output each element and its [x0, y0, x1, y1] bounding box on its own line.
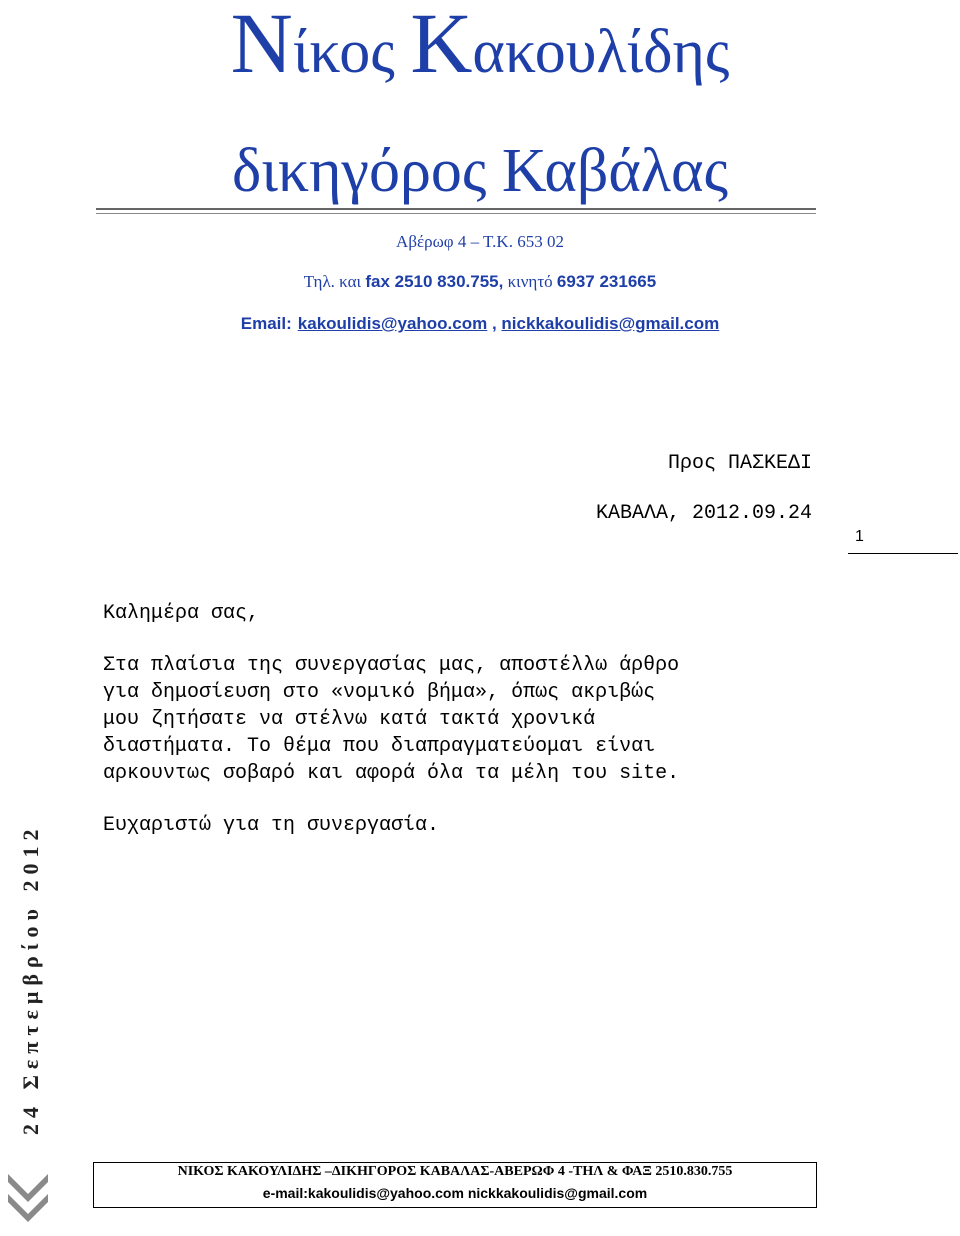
side-date: 24 Σεπτεμβρίου 2012	[18, 823, 43, 1135]
body-paragraph	[103, 652, 813, 787]
page-number: 1	[855, 528, 864, 545]
footer-line-2: e-mail:kakoulidis@yahoo.com nickkakoulidis@gmail.com	[262, 1185, 648, 1201]
letterhead-name	[0, 0, 960, 95]
email-link-gmail[interactable]: nickkakoulidis@gmail.com	[501, 314, 720, 333]
surname-initial: Κ	[410, 0, 473, 91]
email-link-yahoo[interactable]: kakoulidis@yahoo.com	[297, 314, 488, 333]
surname-part: ακουλίδης	[472, 18, 730, 86]
name-part: ίκος	[292, 18, 411, 86]
header-divider-thin	[96, 213, 816, 214]
body-line: Στα πλαίσια της συνεργασίας μας, αποστέλλω άρθρο	[103, 654, 680, 677]
recipient: Προς ΠΑΣΚΕΔΙ	[667, 452, 812, 475]
mobile-number: 6937 231665	[556, 272, 657, 291]
mobile-label: κινητό	[503, 272, 557, 291]
email-separator: ,	[487, 314, 502, 333]
address-line: Αβέρωφ 4 – Τ.Κ. 653 02	[396, 232, 564, 251]
footer-line-1: ΝΙΚΟΣ ΚΑΚΟΥΛΙΔΗΣ –ΔΙΚΗΓΟΡΟΣ ΚΑΒΑΛΑΣ-ΑΒΕΡΩΦ 4 -ΤΗΛ & ΦΑΞ 2510.830.755	[177, 1164, 733, 1179]
page-number-rule	[848, 553, 958, 554]
body-line: διαστήματα. Το θέμα που διαπραγματεύομαι είναι	[103, 735, 656, 758]
place-date: ΚΑΒΑΛΑ, 2012.09.24	[595, 502, 812, 525]
phone-line	[0, 272, 960, 292]
header-divider	[96, 208, 816, 210]
email-line	[0, 314, 960, 334]
body-line: μου ζητήσατε να στέλνω κατά τακτά χρονικά	[103, 708, 596, 731]
body-line: αρκουντως σοβαρό και αφορά όλα τα μέλη του site.	[103, 762, 680, 785]
email-label: Email:	[240, 314, 292, 333]
greeting: Καλημέρα σας,	[103, 602, 260, 625]
body-line: για δημοσίευση στο «νομικό βήμα», όπως ακριβώς	[103, 681, 656, 704]
chevron-double-down-icon	[6, 1170, 50, 1231]
name-initial: Ν	[230, 0, 293, 91]
phone-fax: fax 2510 830.755,	[365, 272, 504, 291]
closing: Ευχαριστώ για τη συνεργασία.	[103, 814, 440, 837]
phone-prefix: Τηλ. και	[303, 272, 366, 291]
letterhead-profession: δικηγόρος Καβάλας	[231, 137, 729, 205]
